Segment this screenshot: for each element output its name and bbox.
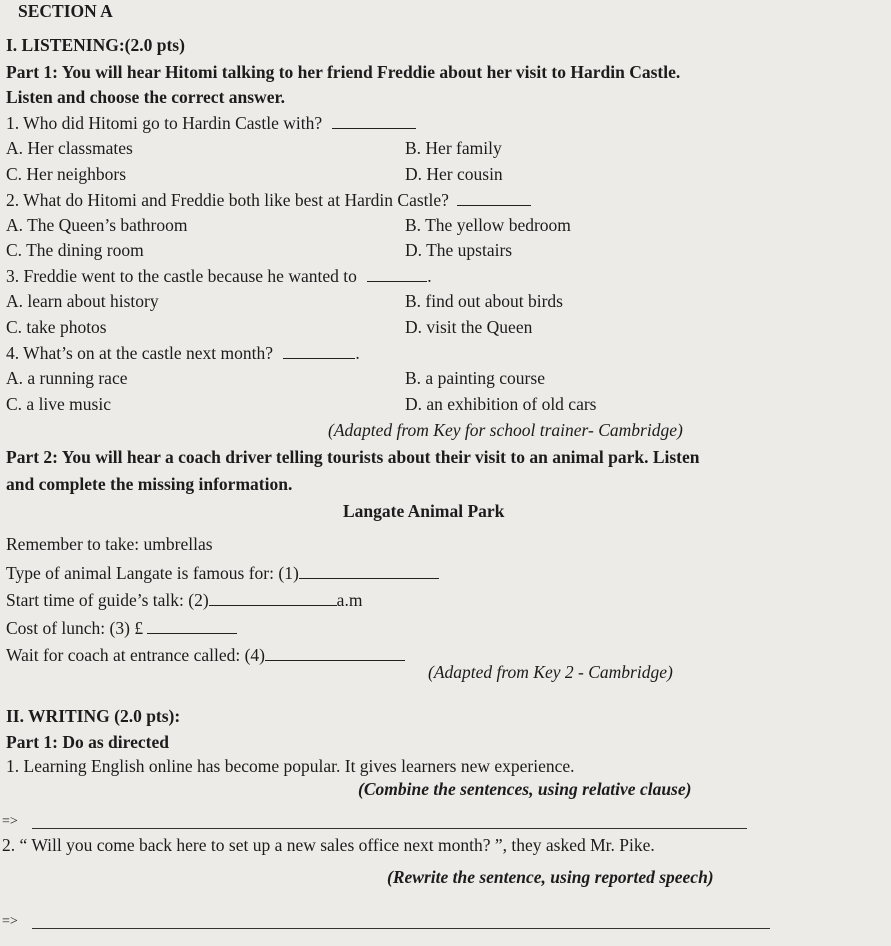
answer-line-2[interactable]	[32, 928, 770, 929]
part1-source: (Adapted from Key for school trainer- Cambridge)	[328, 420, 683, 440]
q1-option-c: C. Her neighbors	[6, 164, 127, 184]
q2-option-a: A. The Queen’s bathroom	[6, 215, 188, 235]
park-title: Langate Animal Park	[343, 501, 505, 521]
info-blank-2[interactable]	[209, 589, 337, 606]
answer-blank-1[interactable]	[332, 112, 416, 129]
part2-instruction-line2: and complete the missing information.	[6, 474, 293, 494]
section-title: SECTION A	[18, 1, 113, 21]
info-blank-1[interactable]	[299, 562, 439, 579]
question-3-tail: .	[427, 266, 432, 286]
q3-option-c: C. take photos	[6, 317, 107, 337]
info-item-1	[6, 562, 439, 584]
question-4-tail: .	[355, 343, 360, 363]
question-3-text: 3. Freddie went to the castle because he wanted to	[6, 266, 357, 286]
q1-option-d: D. Her cousin	[405, 164, 503, 184]
writing-heading: II. WRITING (2.0 pts):	[6, 706, 181, 726]
info-item-2	[6, 589, 362, 611]
info-item-3-label: Cost of lunch: (3) £	[6, 618, 144, 638]
q4-option-d: D. an exhibition of old cars	[405, 394, 597, 414]
writing-part1: Part 1: Do as directed	[6, 732, 169, 752]
info-item-3	[6, 617, 237, 639]
info-item-4	[6, 644, 405, 666]
question-2-text: 2. What do Hitomi and Freddie both like best at Hardin Castle?	[6, 190, 449, 210]
q1-option-b: B. Her family	[405, 138, 502, 158]
q2-option-d: D. The upstairs	[405, 240, 513, 260]
info-item-2-suffix: a.m	[336, 590, 363, 610]
q3-option-b: B. find out about birds	[405, 291, 563, 311]
answer-arrow-2: =>	[2, 914, 18, 929]
question-3	[6, 265, 432, 287]
writing-question-1: 1. Learning English online has become popular. It gives learners new experience.	[6, 756, 575, 776]
answer-blank-4[interactable]	[283, 342, 355, 359]
info-item-2-label: Start time of guide’s talk: (2)	[6, 590, 209, 610]
question-4-text: 4. What’s on at the castle next month?	[6, 343, 273, 363]
q1-option-a: A. Her classmates	[6, 138, 133, 158]
remember-line: Remember to take: umbrellas	[6, 534, 213, 554]
part2-instruction-line1: Part 2: You will hear a coach driver telling tourists about their visit to an animal park. Listen	[6, 447, 700, 467]
question-4	[6, 342, 360, 364]
part1-instruction-line2: Listen and choose the correct answer.	[6, 87, 286, 107]
info-item-1-label: Type of animal Langate is famous for: (1)	[6, 563, 299, 583]
writing-q2-instruction: (Rewrite the sentence, using reported speech)	[387, 867, 714, 887]
question-1	[6, 112, 416, 134]
writing-question-2: 2. “ Will you come back here to set up a new sales office next month? ”, they asked Mr. Pike.	[2, 835, 655, 855]
info-blank-4[interactable]	[265, 644, 405, 661]
q2-option-b: B. The yellow bedroom	[405, 215, 571, 235]
part1-instruction-line1: Part 1: You will hear Hitomi talking to her friend Freddie about her visit to Hardin Castle.	[6, 62, 681, 82]
question-1-text: 1. Who did Hitomi go to Hardin Castle with?	[6, 113, 323, 133]
q3-option-d: D. visit the Queen	[405, 317, 533, 337]
info-blank-3[interactable]	[147, 617, 237, 634]
answer-line-1[interactable]	[32, 828, 747, 829]
q2-option-c: C. The dining room	[6, 240, 144, 260]
writing-q1-instruction: (Combine the sentences, using relative clause)	[358, 779, 692, 799]
question-2	[6, 189, 531, 211]
q4-option-a: A. a running race	[6, 368, 128, 388]
info-item-4-label: Wait for coach at entrance called: (4)	[6, 645, 265, 665]
listening-heading: I. LISTENING:(2.0 pts)	[6, 35, 185, 55]
answer-blank-3[interactable]	[367, 265, 427, 282]
part2-source: (Adapted from Key 2 - Cambridge)	[428, 662, 673, 682]
q3-option-a: A. learn about history	[6, 291, 159, 311]
q4-option-b: B. a painting course	[405, 368, 545, 388]
q4-option-c: C. a live music	[6, 394, 111, 414]
answer-arrow-1: =>	[2, 814, 18, 829]
answer-blank-2[interactable]	[457, 189, 531, 206]
